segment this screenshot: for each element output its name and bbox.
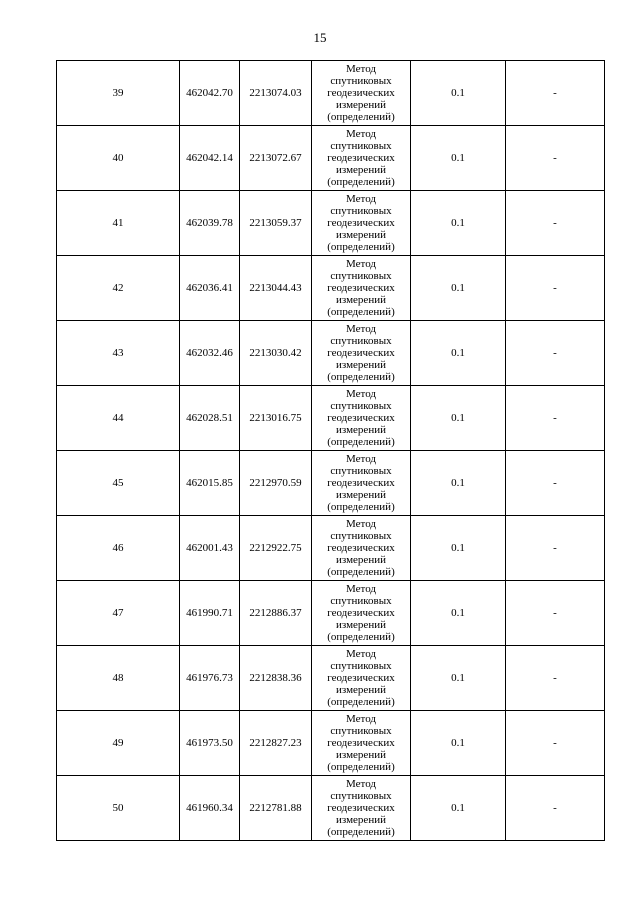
method-text-line: измерений: [336, 554, 386, 566]
method-text-line: (определений): [327, 111, 395, 123]
method-text-line: измерений: [336, 359, 386, 371]
note-cell: -: [506, 581, 605, 646]
method-text-line: спутниковых: [330, 140, 392, 152]
method-text-line: спутниковых: [330, 530, 392, 542]
x-coordinate-cell: 461960.34: [180, 776, 240, 841]
method-cell: [312, 776, 411, 841]
method-text-line: измерений: [336, 424, 386, 436]
method-text-line: геодезических: [327, 607, 395, 619]
coordinates-table: [56, 60, 605, 841]
method-text-line: спутниковых: [330, 75, 392, 87]
method-text-line: измерений: [336, 489, 386, 501]
accuracy-cell: 0.1: [411, 646, 506, 711]
method-text-line: измерений: [336, 229, 386, 241]
y-coordinate-cell: 2213044.43: [240, 256, 312, 321]
x-coordinate-cell: 462042.70: [180, 61, 240, 126]
method-text-line: Метод: [346, 648, 376, 660]
table-row: [57, 61, 605, 126]
method-text-line: геодезических: [327, 737, 395, 749]
method-text-line: геодезических: [327, 347, 395, 359]
y-coordinate-cell: 2212970.59: [240, 451, 312, 516]
method-text-line: Метод: [346, 63, 376, 75]
point-id-cell: 42: [57, 256, 180, 321]
method-text-line: геодезических: [327, 672, 395, 684]
coordinates-table-body: [57, 61, 605, 841]
point-id-cell: 48: [57, 646, 180, 711]
point-id-cell: 47: [57, 581, 180, 646]
method-text-line: (определений): [327, 436, 395, 448]
point-id-cell: 43: [57, 321, 180, 386]
page-number: 15: [313, 30, 327, 45]
method-text-line: (определений): [327, 501, 395, 513]
table-row: [57, 126, 605, 191]
table-row: [57, 516, 605, 581]
x-coordinate-cell: 462042.14: [180, 126, 240, 191]
point-id-cell: 46: [57, 516, 180, 581]
x-coordinate-cell: 462001.43: [180, 516, 240, 581]
method-text-line: Метод: [346, 128, 376, 140]
accuracy-cell: 0.1: [411, 516, 506, 581]
y-coordinate-cell: 2212838.36: [240, 646, 312, 711]
table-row: [57, 321, 605, 386]
table-row: [57, 451, 605, 516]
note-cell: -: [506, 321, 605, 386]
note-cell: -: [506, 516, 605, 581]
accuracy-cell: 0.1: [411, 386, 506, 451]
note-cell: -: [506, 191, 605, 256]
method-text-line: Метод: [346, 258, 376, 270]
point-id-cell: 44: [57, 386, 180, 451]
method-cell: [312, 646, 411, 711]
table-row: [57, 386, 605, 451]
method-text-line: спутниковых: [330, 660, 392, 672]
note-cell: -: [506, 256, 605, 321]
method-text-line: Метод: [346, 583, 376, 595]
accuracy-cell: 0.1: [411, 126, 506, 191]
method-text-line: (определений): [327, 371, 395, 383]
x-coordinate-cell: 462039.78: [180, 191, 240, 256]
method-text-line: спутниковых: [330, 465, 392, 477]
y-coordinate-cell: 2213030.42: [240, 321, 312, 386]
table-row: [57, 711, 605, 776]
table-row: [57, 256, 605, 321]
table-row: [57, 646, 605, 711]
y-coordinate-cell: 2213016.75: [240, 386, 312, 451]
method-text-line: спутниковых: [330, 400, 392, 412]
method-text-line: (определений): [327, 761, 395, 773]
point-id-cell: 49: [57, 711, 180, 776]
x-coordinate-cell: 461990.71: [180, 581, 240, 646]
method-text-line: геодезических: [327, 802, 395, 814]
accuracy-cell: 0.1: [411, 321, 506, 386]
x-coordinate-cell: 462015.85: [180, 451, 240, 516]
method-text-line: (определений): [327, 306, 395, 318]
method-text-line: спутниковых: [330, 205, 392, 217]
accuracy-cell: 0.1: [411, 191, 506, 256]
method-text-line: Метод: [346, 323, 376, 335]
method-text-line: геодезических: [327, 282, 395, 294]
method-cell: [312, 451, 411, 516]
method-text-line: измерений: [336, 619, 386, 631]
method-text-line: (определений): [327, 696, 395, 708]
method-text-line: геодезических: [327, 87, 395, 99]
y-coordinate-cell: 2213059.37: [240, 191, 312, 256]
point-id-cell: 40: [57, 126, 180, 191]
method-text-line: геодезических: [327, 542, 395, 554]
method-text-line: измерений: [336, 99, 386, 111]
x-coordinate-cell: 462028.51: [180, 386, 240, 451]
x-coordinate-cell: 461976.73: [180, 646, 240, 711]
method-text-line: геодезических: [327, 152, 395, 164]
y-coordinate-cell: 2212922.75: [240, 516, 312, 581]
point-id-cell: 39: [57, 61, 180, 126]
method-text-line: Метод: [346, 453, 376, 465]
method-text-line: Метод: [346, 388, 376, 400]
accuracy-cell: 0.1: [411, 581, 506, 646]
note-cell: -: [506, 776, 605, 841]
method-text-line: (определений): [327, 566, 395, 578]
method-cell: [312, 581, 411, 646]
y-coordinate-cell: 2212886.37: [240, 581, 312, 646]
accuracy-cell: 0.1: [411, 256, 506, 321]
accuracy-cell: 0.1: [411, 61, 506, 126]
method-text-line: измерений: [336, 749, 386, 761]
method-cell: [312, 516, 411, 581]
method-text-line: Метод: [346, 778, 376, 790]
x-coordinate-cell: 462036.41: [180, 256, 240, 321]
method-text-line: Метод: [346, 193, 376, 205]
method-text-line: геодезических: [327, 477, 395, 489]
method-cell: [312, 61, 411, 126]
accuracy-cell: 0.1: [411, 451, 506, 516]
note-cell: -: [506, 646, 605, 711]
method-text-line: геодезических: [327, 217, 395, 229]
method-cell: [312, 126, 411, 191]
accuracy-cell: 0.1: [411, 711, 506, 776]
method-text-line: спутниковых: [330, 725, 392, 737]
note-cell: -: [506, 711, 605, 776]
point-id-cell: 41: [57, 191, 180, 256]
method-cell: [312, 386, 411, 451]
method-text-line: (определений): [327, 241, 395, 253]
point-id-cell: 45: [57, 451, 180, 516]
method-cell: [312, 321, 411, 386]
method-cell: [312, 191, 411, 256]
method-cell: [312, 711, 411, 776]
note-cell: -: [506, 451, 605, 516]
note-cell: -: [506, 386, 605, 451]
y-coordinate-cell: 2213072.67: [240, 126, 312, 191]
y-coordinate-cell: 2212827.23: [240, 711, 312, 776]
method-text-line: спутниковых: [330, 790, 392, 802]
table-row: [57, 581, 605, 646]
y-coordinate-cell: 2213074.03: [240, 61, 312, 126]
method-text-line: (определений): [327, 826, 395, 838]
method-text-line: спутниковых: [330, 270, 392, 282]
note-cell: -: [506, 126, 605, 191]
method-text-line: Метод: [346, 713, 376, 725]
method-text-line: спутниковых: [330, 335, 392, 347]
method-text-line: (определений): [327, 631, 395, 643]
point-id-cell: 50: [57, 776, 180, 841]
method-text-line: спутниковых: [330, 595, 392, 607]
accuracy-cell: 0.1: [411, 776, 506, 841]
x-coordinate-cell: 462032.46: [180, 321, 240, 386]
method-text-line: (определений): [327, 176, 395, 188]
x-coordinate-cell: 461973.50: [180, 711, 240, 776]
method-text-line: измерений: [336, 294, 386, 306]
note-cell: -: [506, 61, 605, 126]
method-text-line: измерений: [336, 814, 386, 826]
method-text-line: измерений: [336, 164, 386, 176]
method-text-line: Метод: [346, 518, 376, 530]
y-coordinate-cell: 2212781.88: [240, 776, 312, 841]
method-cell: [312, 256, 411, 321]
table-row: [57, 191, 605, 256]
table-row: [57, 776, 605, 841]
method-text-line: геодезических: [327, 412, 395, 424]
method-text-line: измерений: [336, 684, 386, 696]
